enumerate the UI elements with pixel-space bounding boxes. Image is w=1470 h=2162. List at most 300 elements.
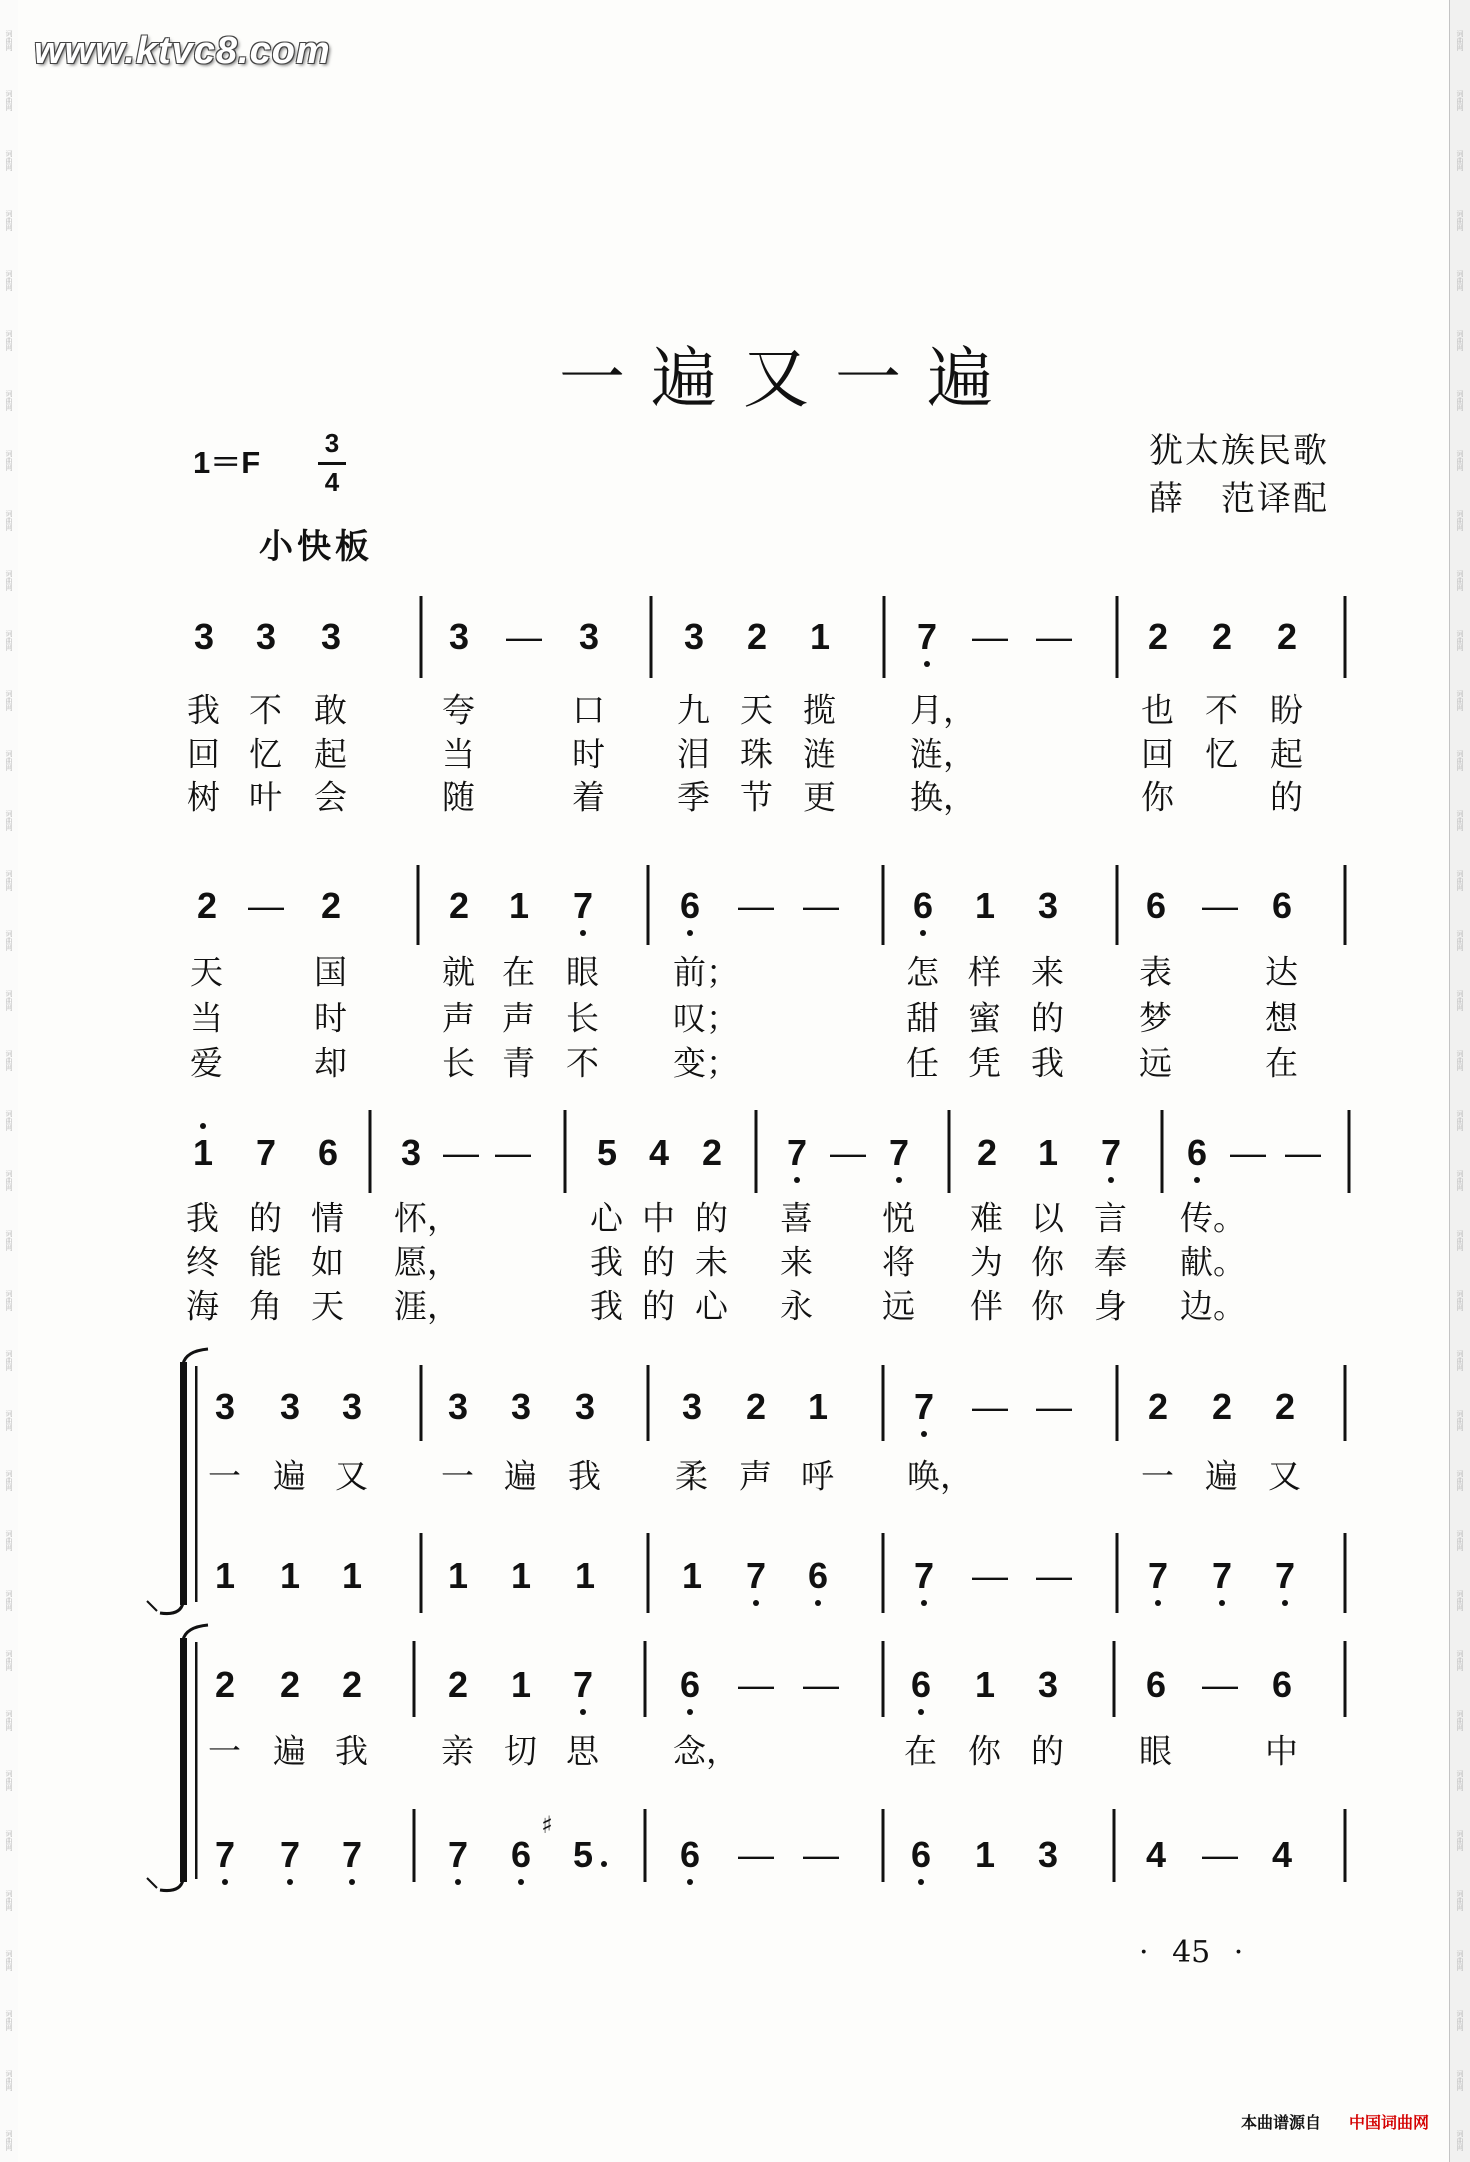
barline	[883, 596, 886, 678]
edge-watermark-text: 词曲网	[5, 390, 13, 411]
lyric-syllable: 爱	[190, 1043, 223, 1083]
edge-watermark-text: 词曲网	[5, 1050, 13, 1071]
edge-watermark-text: 词曲网	[5, 930, 13, 951]
note: 2	[1147, 1386, 1169, 1427]
note: 7	[913, 1555, 935, 1596]
note: 1	[681, 1555, 703, 1596]
sustain-dash: —	[506, 616, 542, 657]
lyric-syllable: 季	[677, 777, 710, 817]
lyric-syllable: 来	[1031, 952, 1064, 992]
edge-watermark-text: 词曲网	[5, 1410, 13, 1431]
lyric-syllable: 前；	[673, 952, 739, 992]
lyric-syllable: 献。	[1180, 1242, 1246, 1282]
time-signature-line	[318, 462, 346, 465]
edge-watermark-text: 词曲网	[1456, 1350, 1464, 1371]
note: 3	[510, 1386, 532, 1427]
lyric-syllable: 伴	[970, 1286, 1003, 1326]
edge-watermark-text: 词曲网	[1456, 1770, 1464, 1791]
note: 2	[448, 885, 470, 926]
lyric-syllable: 怎	[906, 952, 939, 992]
edge-watermark-text: 词曲网	[5, 1530, 13, 1551]
note: 7	[1147, 1555, 1169, 1596]
sustain-dash: —	[1202, 885, 1238, 926]
lyric-syllable: 甜	[906, 998, 939, 1038]
edge-watermark-text: 词曲网	[1456, 1290, 1464, 1311]
time-signature	[318, 430, 346, 495]
edge-watermark-text: 词曲网	[1456, 810, 1464, 831]
lyric-syllable: 涯，	[394, 1286, 460, 1326]
octave-dot-below	[580, 930, 586, 936]
octave-dot-below	[753, 1600, 759, 1606]
note: 6	[1186, 1132, 1208, 1173]
lyric-syllable: 九	[677, 690, 710, 730]
edge-watermark-text: 词曲网	[5, 2130, 13, 2151]
lyric-syllable: 不	[249, 690, 282, 730]
note: 2	[745, 1386, 767, 1427]
note: 4	[1271, 1834, 1293, 1875]
edge-watermark-text: 词曲网	[5, 690, 13, 711]
edge-watermark-text: 词曲网	[1456, 1890, 1464, 1911]
lyric-syllable: 奉	[1094, 1242, 1127, 1282]
note: 1	[574, 1555, 596, 1596]
octave-dot-below	[687, 1709, 693, 1715]
note: 7	[214, 1834, 236, 1875]
sustain-dash: —	[1285, 1132, 1321, 1173]
barline	[644, 1809, 647, 1882]
translator-credit: 薛 范译配	[1149, 479, 1329, 519]
barline	[1161, 1110, 1164, 1193]
edge-watermark-text: 词曲网	[5, 990, 13, 1011]
edge-watermark-text: 词曲网	[5, 1950, 13, 1971]
lyric-syllable: 我	[187, 690, 220, 730]
lyric-syllable: 在	[1265, 1043, 1298, 1083]
lyric-syllable: 盼	[1270, 690, 1303, 730]
note: 2	[1276, 616, 1298, 657]
source-credit-site: 中国词曲网	[1349, 2113, 1430, 2132]
left-edge-strip	[0, 0, 18, 2162]
note: 6	[679, 1664, 701, 1705]
lyric-syllable: 为	[970, 1242, 1003, 1282]
lyric-syllable: 难	[970, 1198, 1003, 1238]
time-signature-denominator: 4	[324, 467, 340, 497]
note: 2	[1211, 616, 1233, 657]
note: 2	[1211, 1386, 1233, 1427]
edge-watermark-text: 词曲网	[1456, 630, 1464, 651]
lyric-syllable: 中	[642, 1198, 675, 1238]
note: 1	[1037, 1132, 1059, 1173]
lyric-syllable: 念，	[673, 1731, 739, 1771]
edge-watermark-text: 词曲网	[5, 1230, 13, 1251]
lyric-syllable: 呼	[801, 1456, 834, 1496]
edge-watermark-text: 词曲网	[5, 270, 13, 291]
octave-dot-below	[518, 1879, 524, 1885]
edge-watermark-text: 词曲网	[5, 330, 13, 351]
note: 6	[1271, 885, 1293, 926]
octave-dot-below	[920, 930, 926, 936]
lyric-syllable: 长	[566, 998, 599, 1038]
barline	[1344, 1365, 1347, 1441]
sustain-dash: —	[1202, 1834, 1238, 1875]
lyric-syllable: 心	[695, 1286, 728, 1326]
note: 7	[447, 1834, 469, 1875]
note: 7	[255, 1132, 277, 1173]
lyric-syllable: 一	[1141, 1456, 1174, 1496]
barline	[882, 1533, 885, 1613]
note: 7	[913, 1386, 935, 1427]
edge-watermark-text: 词曲网	[5, 750, 13, 771]
edge-watermark-text: 词曲网	[5, 870, 13, 891]
note: 6	[510, 1834, 532, 1875]
note: 3	[320, 616, 342, 657]
lyric-syllable: 蜜	[968, 998, 1001, 1038]
barline	[1116, 596, 1119, 678]
lyric-syllable: 当	[190, 998, 223, 1038]
note: 6	[1145, 1664, 1167, 1705]
lyric-syllable: 我	[590, 1286, 623, 1326]
octave-dot-below	[1282, 1600, 1288, 1606]
lyric-syllable: 远	[1139, 1043, 1172, 1083]
note: 7	[1100, 1132, 1122, 1173]
edge-watermark-text: 词曲网	[1456, 690, 1464, 711]
lyric-syllable: 怀，	[394, 1198, 460, 1238]
edge-watermark-text: 词曲网	[5, 1770, 13, 1791]
edge-watermark-text: 词曲网	[5, 210, 13, 231]
source-credit-prefix: 本曲谱源自	[1241, 2113, 1322, 2132]
lyric-syllable: 敢	[314, 690, 347, 730]
octave-dot-below	[687, 1879, 693, 1885]
sustain-dash: —	[1036, 1386, 1072, 1427]
lyric-syllable: 未	[695, 1242, 728, 1282]
lyric-syllable: 青	[502, 1043, 535, 1083]
edge-watermark-text: 词曲网	[5, 1650, 13, 1671]
lyric-syllable: 夸	[442, 690, 475, 730]
lyric-syllable: 又	[335, 1456, 368, 1496]
edge-watermark-text: 词曲网	[1456, 570, 1464, 591]
note: 1	[341, 1555, 363, 1596]
edge-watermark-text: 词曲网	[5, 1290, 13, 1311]
sustain-dash: —	[972, 1555, 1008, 1596]
barline	[882, 1641, 885, 1717]
lyric-syllable: 言	[1094, 1198, 1127, 1238]
edge-watermark-text: 词曲网	[5, 1890, 13, 1911]
lyric-syllable: 遍	[273, 1731, 306, 1771]
octave-dot-below	[222, 1879, 228, 1885]
note: 1	[510, 1555, 532, 1596]
lyric-syllable: 你	[1031, 1242, 1064, 1282]
lyric-syllable: 我	[590, 1242, 623, 1282]
sustain-dash: —	[1036, 616, 1072, 657]
note: 3	[448, 616, 470, 657]
lyric-syllable: 换，	[910, 777, 976, 817]
edge-watermark-text: 词曲网	[5, 1830, 13, 1851]
page-number: · 45 ·	[1139, 1935, 1244, 1970]
sustain-dash: —	[738, 885, 774, 926]
lyric-syllable: 国	[314, 952, 347, 992]
note: 7	[572, 1664, 594, 1705]
note: 4	[648, 1132, 670, 1173]
barline	[1116, 1533, 1119, 1613]
note: 1	[447, 1555, 469, 1596]
lyric-syllable: 的	[642, 1286, 675, 1326]
edge-watermark-text: 词曲网	[1456, 210, 1464, 231]
lyric-syllable: 忆	[249, 734, 282, 774]
note: 6	[1145, 885, 1167, 926]
sustain-dash: —	[1036, 1555, 1072, 1596]
note: 6	[679, 1834, 701, 1875]
lyric-syllable: 达	[1265, 952, 1298, 992]
lyric-syllable: 起	[1270, 734, 1303, 774]
sharp-sign: ♯	[541, 1811, 553, 1839]
note: 6	[317, 1132, 339, 1173]
octave-dot-below	[918, 1709, 924, 1715]
edge-watermark-text: 词曲网	[1456, 1050, 1464, 1071]
barline	[564, 1110, 567, 1193]
note: 7	[1274, 1555, 1296, 1596]
note: 6	[912, 885, 934, 926]
note: 3	[400, 1132, 422, 1173]
song-title: 一遍又一遍	[559, 340, 1019, 417]
lyric-syllable: 更	[803, 777, 836, 817]
edge-watermark-text: 词曲网	[1456, 1590, 1464, 1611]
note: 3	[447, 1386, 469, 1427]
edge-watermark-text: 词曲网	[1456, 1230, 1464, 1251]
lyric-syllable: 不	[1205, 690, 1238, 730]
lyric-syllable: 来	[780, 1242, 813, 1282]
edge-watermark-text: 词曲网	[1456, 330, 1464, 351]
sustain-dash: —	[830, 1132, 866, 1173]
note: 6	[807, 1555, 829, 1596]
lyric-syllable: 涟，	[910, 734, 976, 774]
site-watermark: www.ktvc8.com	[34, 30, 331, 72]
edge-watermark-text: 词曲网	[5, 2070, 13, 2091]
lyric-syllable: 涟	[803, 734, 836, 774]
lyric-syllable: 又	[1268, 1456, 1301, 1496]
sustain-dash: —	[495, 1132, 531, 1173]
lyric-syllable: 在	[502, 952, 535, 992]
sustain-dash: —	[1202, 1664, 1238, 1705]
lyric-syllable: 时	[314, 998, 347, 1038]
edge-watermark-text: 词曲网	[5, 630, 13, 651]
barline	[882, 1809, 885, 1882]
sustain-dash: —	[972, 616, 1008, 657]
sustain-dash: —	[803, 1664, 839, 1705]
edge-watermark-text: 词曲网	[5, 1170, 13, 1191]
lyric-syllable: 亲	[441, 1731, 474, 1771]
edge-watermark-text: 词曲网	[5, 1590, 13, 1611]
lyric-syllable: 也	[1141, 690, 1174, 730]
lyric-syllable: 如	[311, 1242, 344, 1282]
lyric-syllable: 一	[208, 1731, 241, 1771]
note: 1	[974, 1834, 996, 1875]
lyric-syllable: 眼	[1139, 1731, 1172, 1771]
sustain-dash: —	[972, 1386, 1008, 1427]
note: 4	[1145, 1834, 1167, 1875]
barline	[948, 1110, 951, 1193]
edge-watermark-text: 词曲网	[5, 1110, 13, 1131]
barline	[420, 1533, 423, 1613]
lyric-syllable: 声	[739, 1456, 772, 1496]
lyric-syllable: 梦	[1139, 998, 1172, 1038]
lyric-syllable: 任	[906, 1043, 939, 1083]
octave-dot-below	[815, 1600, 821, 1606]
lyric-syllable: 天	[190, 952, 223, 992]
lyric-syllable: 的	[1031, 1731, 1064, 1771]
edge-watermark-text: 词曲网	[1456, 1170, 1464, 1191]
note: 6	[910, 1664, 932, 1705]
lyric-syllable: 永	[780, 1286, 813, 1326]
note: 2	[701, 1132, 723, 1173]
note: 7	[745, 1555, 767, 1596]
edge-watermark-text: 词曲网	[5, 810, 13, 831]
right-edge-strip	[1449, 0, 1470, 2162]
edge-watermark-text: 词曲网	[1456, 1950, 1464, 1971]
note: 2	[320, 885, 342, 926]
octave-dot-below	[794, 1177, 800, 1183]
sustain-dash: —	[803, 1834, 839, 1875]
edge-watermark-text: 词曲网	[5, 1350, 13, 1371]
edge-watermark-text: 词曲网	[1456, 90, 1464, 111]
sustain-dash: —	[248, 885, 284, 926]
lyric-syllable: 回	[187, 734, 220, 774]
note: 6	[1271, 1664, 1293, 1705]
note: 6	[679, 885, 701, 926]
octave-dot-below	[924, 661, 930, 667]
barline	[650, 596, 653, 678]
edge-watermark-text: 词曲网	[1456, 1530, 1464, 1551]
augmentation-dot	[601, 1861, 607, 1867]
barline	[1344, 1533, 1347, 1613]
edge-watermark-text: 词曲网	[1456, 2010, 1464, 2031]
part-bracket	[147, 1349, 208, 1614]
octave-dot-below	[921, 1600, 927, 1606]
octave-dot-below	[1219, 1600, 1225, 1606]
lyric-syllable: 想	[1265, 998, 1298, 1038]
barline	[647, 1533, 650, 1613]
octave-dot-below	[455, 1879, 461, 1885]
lyric-syllable: 叶	[249, 777, 282, 817]
edge-watermark-text: 词曲网	[1456, 1110, 1464, 1131]
note: 3	[214, 1386, 236, 1427]
barline	[1348, 1110, 1351, 1193]
lyric-syllable: 口	[572, 690, 605, 730]
note: 3	[681, 1386, 703, 1427]
time-signature-numerator: 3	[324, 428, 340, 458]
note: 7	[916, 616, 938, 657]
note: 2	[1147, 616, 1169, 657]
lyric-syllable: 我	[568, 1456, 601, 1496]
lyric-syllable: 变；	[673, 1043, 739, 1083]
note: 5	[572, 1834, 594, 1875]
note: 2	[341, 1664, 363, 1705]
note: 3	[1037, 885, 1059, 926]
barline	[417, 865, 420, 945]
edge-watermark-text: 词曲网	[1456, 1410, 1464, 1431]
lyric-syllable: 泪	[677, 734, 710, 774]
note: 1	[214, 1555, 236, 1596]
edge-watermark-text: 词曲网	[1456, 1470, 1464, 1491]
key-signature: 1＝F	[193, 445, 261, 480]
lyric-syllable: 随	[442, 777, 475, 817]
edge-watermark-text: 词曲网	[5, 450, 13, 471]
note: 2	[746, 616, 768, 657]
lyric-syllable: 节	[740, 777, 773, 817]
lyric-syllable: 边。	[1180, 1286, 1246, 1326]
note: 7	[888, 1132, 910, 1173]
barline	[647, 865, 650, 945]
barline	[1344, 596, 1347, 678]
octave-dot-below	[1155, 1600, 1161, 1606]
edge-watermark-text: 词曲网	[5, 2010, 13, 2031]
lyric-syllable: 情	[311, 1198, 344, 1238]
barline	[420, 1365, 423, 1441]
note: 1	[974, 1664, 996, 1705]
note: 2	[214, 1664, 236, 1705]
edge-watermark-text: 词曲网	[1456, 2130, 1464, 2151]
lyric-syllable: 能	[249, 1242, 282, 1282]
edge-watermark-text: 词曲网	[5, 30, 13, 51]
note: 7	[1211, 1555, 1233, 1596]
lyric-syllable: 眼	[566, 952, 599, 992]
note: 1	[809, 616, 831, 657]
edge-watermark-text: 词曲网	[1456, 150, 1464, 171]
sustain-dash: —	[738, 1834, 774, 1875]
note: 1	[510, 1664, 532, 1705]
sustain-dash: —	[803, 885, 839, 926]
note: 1	[279, 1555, 301, 1596]
note: 1	[508, 885, 530, 926]
lyric-syllable: 天	[311, 1286, 344, 1326]
note: 2	[976, 1132, 998, 1173]
barline	[755, 1110, 758, 1193]
lyric-syllable: 心	[590, 1198, 623, 1238]
note: 7	[572, 885, 594, 926]
note: 6	[910, 1834, 932, 1875]
sustain-dash: —	[1230, 1132, 1266, 1173]
lyric-syllable: 在	[904, 1731, 937, 1771]
octave-dot-below	[921, 1431, 927, 1437]
edge-watermark-text: 词曲网	[5, 510, 13, 531]
edge-watermark-text: 词曲网	[5, 1470, 13, 1491]
barline	[882, 865, 885, 945]
edge-watermark-text: 词曲网	[1456, 930, 1464, 951]
barline	[644, 1641, 647, 1717]
lyric-syllable: 月，	[910, 690, 976, 730]
lyric-syllable: 着	[572, 777, 605, 817]
lyric-syllable: 愿，	[394, 1242, 460, 1282]
lyric-syllable: 身	[1094, 1286, 1127, 1326]
lyric-syllable: 遍	[504, 1456, 537, 1496]
lyric-syllable: 悦	[882, 1198, 915, 1238]
octave-dot-below	[687, 930, 693, 936]
lyric-syllable: 唤，	[907, 1456, 973, 1496]
song-origin: 犹太族民歌	[1149, 431, 1329, 471]
note: 3	[578, 616, 600, 657]
barline	[882, 1365, 885, 1441]
lyric-syllable: 的	[642, 1242, 675, 1282]
octave-dot-below	[1108, 1177, 1114, 1183]
note: 7	[279, 1834, 301, 1875]
lyric-syllable: 就	[442, 952, 475, 992]
lyric-syllable: 的	[1270, 777, 1303, 817]
barline	[1113, 1641, 1116, 1717]
lyric-syllable: 却	[314, 1043, 347, 1083]
lyric-syllable: 终	[186, 1242, 219, 1282]
lyric-syllable: 传。	[1180, 1198, 1246, 1238]
edge-watermark-text: 词曲网	[1456, 750, 1464, 771]
sustain-dash: —	[443, 1132, 479, 1173]
lyric-syllable: 以	[1031, 1198, 1064, 1238]
barline	[420, 596, 423, 678]
